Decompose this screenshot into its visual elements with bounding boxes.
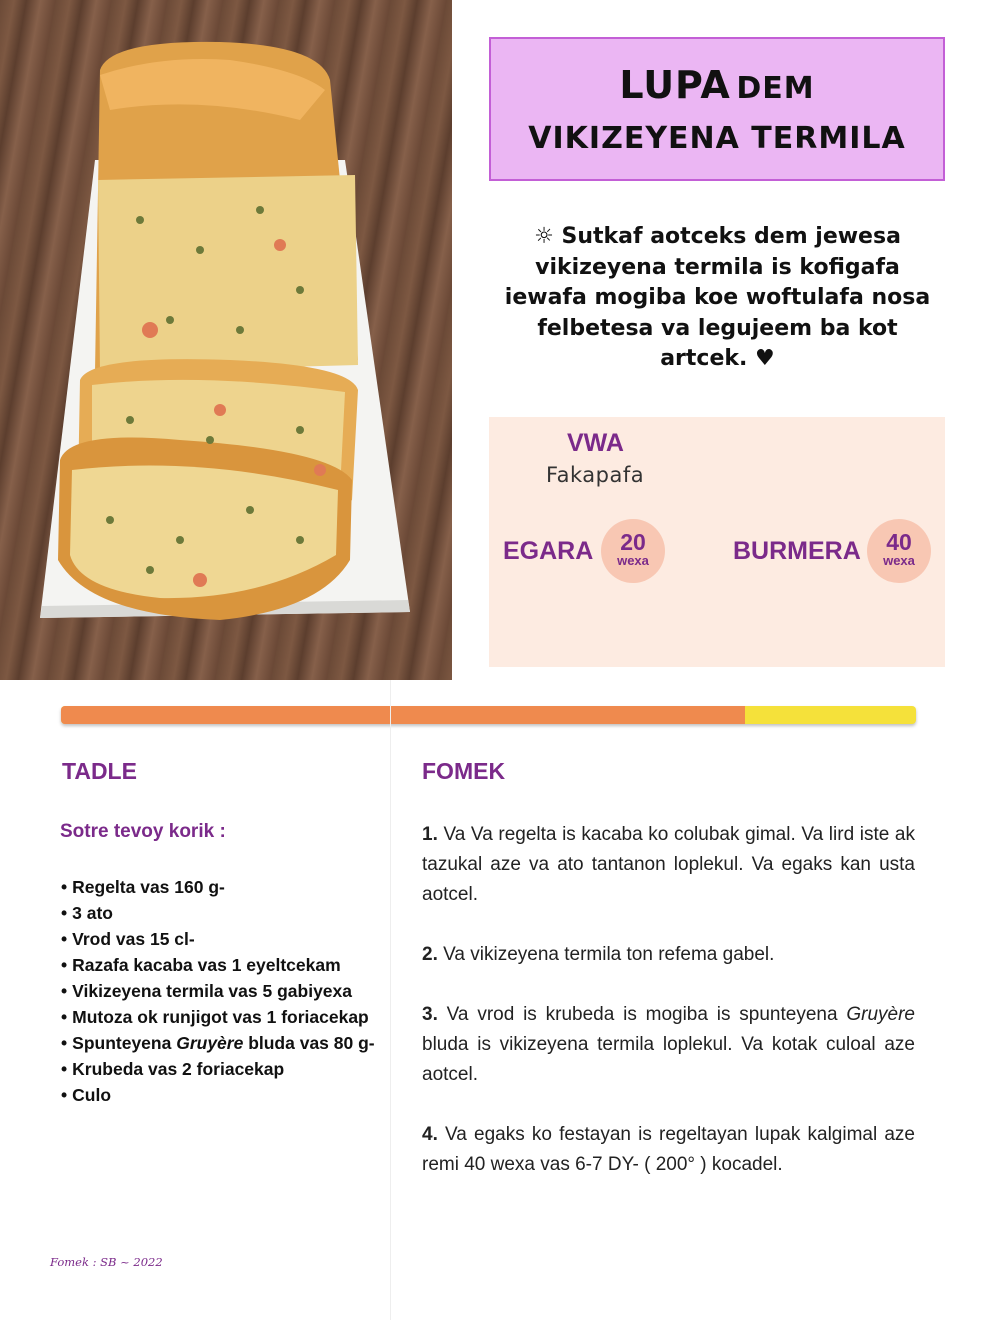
- recipe-photo: [0, 0, 452, 680]
- ingredient-item: • Regelta vas 160 g-: [61, 874, 375, 900]
- step-text: Va vrod is krubeda is mogiba is spunteyena Gruyère bluda is vikizeyena termila loplekul. Va kotak culoal aze aotcel.: [422, 1004, 915, 1085]
- ingredient-item: • Vikizeyena termila vas 5 gabiyexa: [61, 978, 375, 1004]
- ingredients-list: [61, 874, 375, 1108]
- step-item: [422, 1120, 915, 1180]
- prep-time-value: 20: [620, 529, 646, 555]
- step-text: Va vikizeyena termila ton refema gabel.: [443, 944, 775, 965]
- ingredients-subheading: Sotre tevoy korik :: [60, 821, 226, 842]
- step-item: [422, 820, 915, 910]
- ingredient-item: • Krubeda vas 2 foriacekap: [61, 1056, 375, 1082]
- cook-time-unit: wexa: [883, 553, 915, 568]
- title-box: [489, 37, 945, 181]
- step-number: 3.: [422, 1004, 438, 1025]
- cook-time-badge: [867, 519, 931, 583]
- step-number: 2.: [422, 944, 438, 965]
- title-word-lupa: LUPA: [619, 63, 731, 107]
- divider-bar: [61, 706, 916, 724]
- servings-value: Fakapafa: [546, 463, 645, 487]
- step-item: [422, 940, 915, 970]
- ingredient-item: • Spunteyena Gruyère bluda vas 80 g-: [61, 1030, 375, 1056]
- prep-time-badge: [601, 519, 665, 583]
- servings-label: VWA: [567, 429, 624, 457]
- intro-body: Sutkaf aotceks dem jewesa vikizeyena termila is kofigafa iewafa mogiba koe woftulafa nosa felbetesa va legujeem ba kot artcek.: [504, 224, 931, 371]
- ingredient-item: • 3 ato: [61, 900, 375, 926]
- steps-list: [422, 820, 915, 1210]
- footer-credit: Fomek : SB ~ 2022: [50, 1255, 163, 1269]
- prep-time-label: EGARA: [503, 537, 594, 565]
- cook-time-value: 40: [886, 529, 912, 555]
- divider-bar-fill: [61, 706, 745, 724]
- ingredient-item: • Culo: [61, 1082, 375, 1108]
- steps-heading: FOMEK: [422, 758, 506, 784]
- title-line-1: [491, 63, 943, 107]
- step-number: 4.: [422, 1124, 438, 1145]
- cook-time-label: BURMERA: [733, 537, 861, 565]
- ingredient-item: • Vrod vas 15 cl-: [61, 926, 375, 952]
- title-line-2: VIKIZEYENA TERMILA: [528, 121, 906, 156]
- sun-icon: ☼: [534, 224, 554, 249]
- column-divider: [390, 680, 391, 1320]
- loaf-illustration: [0, 0, 452, 680]
- title-word-dem: DEM: [736, 71, 815, 106]
- step-item: [422, 1000, 915, 1090]
- step-text: Va egaks ko festayan is regeltayan lupak kalgimal aze remi 40 wexa vas 6-7 DY- ( 200° ) kocadel.: [422, 1124, 915, 1175]
- ingredient-item: • Mutoza ok runjigot vas 1 foriacekap: [61, 1004, 375, 1030]
- step-number: 1.: [422, 824, 438, 845]
- info-box: [489, 417, 945, 667]
- prep-time-unit: wexa: [617, 553, 649, 568]
- step-text: Va Va regelta is kacaba ko colubak gimal. Va lird iste ak tazukal aze va ato tantanon loplekul. Va egaks kan usta aotcel.: [422, 824, 915, 905]
- ingredient-item: • Razafa kacaba vas 1 eyeltcekam: [61, 952, 375, 978]
- loaf-crumb: [98, 175, 358, 372]
- heart-icon: ♥: [755, 346, 775, 371]
- intro-text: [500, 222, 935, 375]
- ingredients-heading: TADLE: [62, 758, 137, 784]
